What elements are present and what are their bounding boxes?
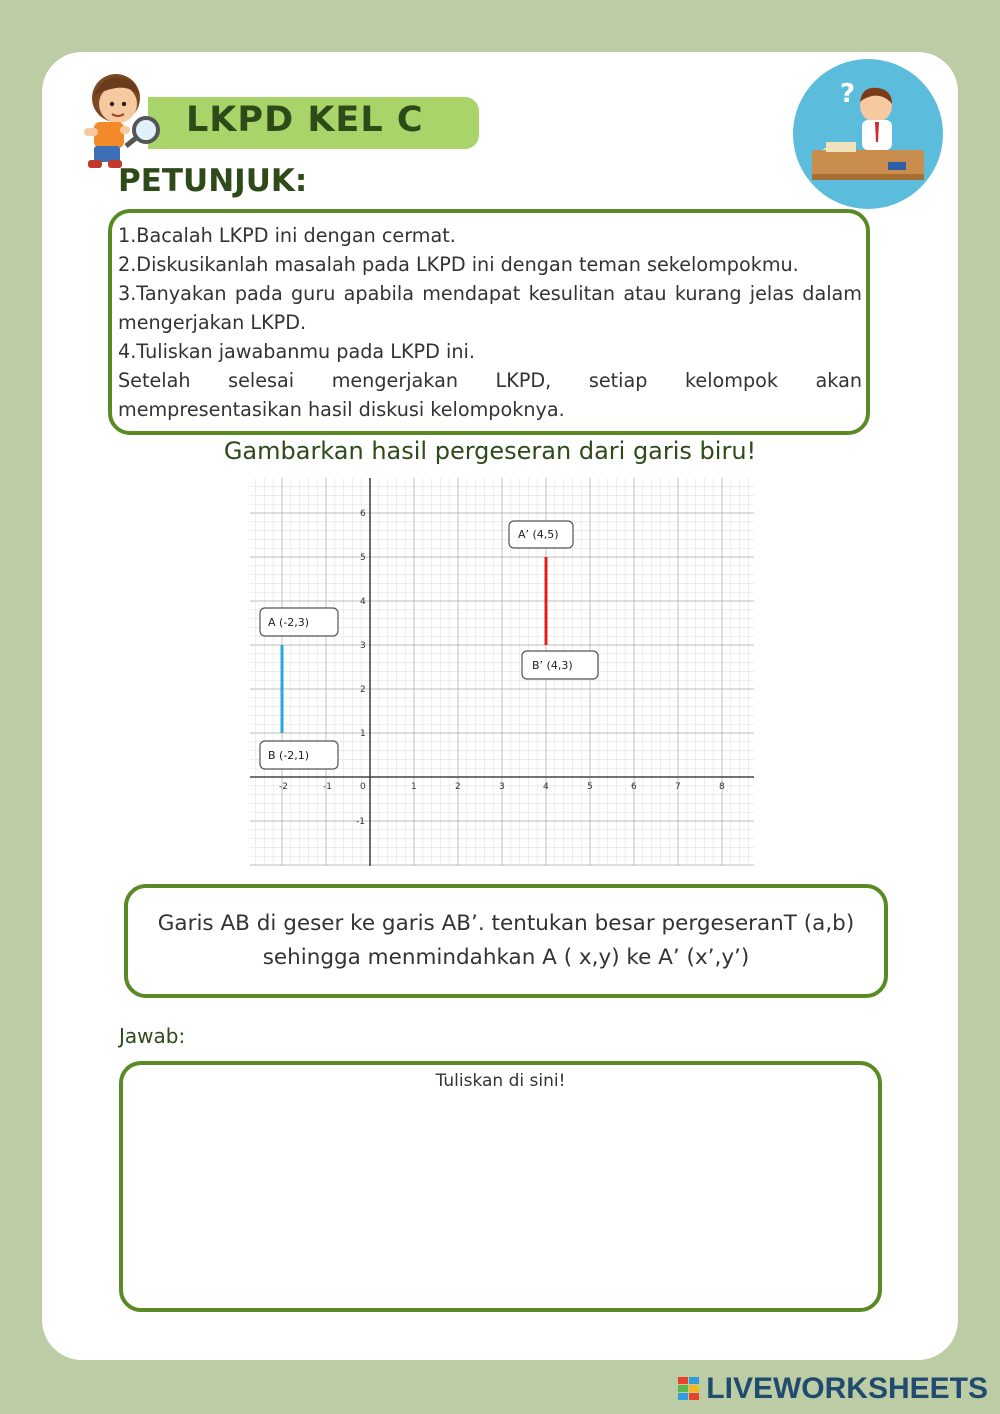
brand-name: LIVEWORKSHEETS — [706, 1372, 988, 1405]
coordinate-graph — [250, 478, 754, 866]
y-tick-label: 1 — [360, 729, 366, 739]
instruction-item: 4.Tuliskan jawabanmu pada LKPD ini. — [118, 340, 475, 363]
worksheet-title: LKPD KEL C — [186, 100, 424, 140]
section-label-petunjuk: PETUNJUK: — [118, 163, 308, 199]
answer-placeholder: Tuliskan di sini! — [435, 1071, 566, 1091]
instruction-item: 3.Tanyakan pada guru apabila mendapat kesulitan atau kurang jelas dalam mengerjakan LKPD. — [118, 282, 862, 334]
y-tick-label: -1 — [356, 817, 365, 827]
x-tick-label: 6 — [631, 782, 637, 792]
x-tick-label: 8 — [719, 782, 725, 792]
task-title: Gambarkan hasil pergeseran dari garis biru! — [223, 437, 757, 465]
grid-major — [250, 478, 754, 866]
liveworksheets-logo-icon — [678, 1377, 700, 1401]
y-tick-label: 6 — [360, 509, 366, 519]
y-tick-label: 4 — [360, 597, 366, 607]
x-tick-label: -2 — [279, 782, 288, 792]
x-tick-label: 7 — [675, 782, 681, 792]
answer-label: Jawab: — [119, 1024, 186, 1048]
x-tick-label: 4 — [543, 782, 549, 792]
instructions-list — [118, 221, 862, 424]
instruction-item: 1.Bacalah LKPD ini dengan cermat. — [118, 224, 456, 247]
svg-text:B (-2,1): B (-2,1) — [268, 749, 310, 762]
boy-thinking-illustration — [792, 58, 944, 210]
x-tick-label: -1 — [323, 782, 332, 792]
y-tick-label: 2 — [360, 685, 366, 695]
label-b-prime — [522, 651, 598, 679]
instruction-item: 2.Diskusikanlah masalah pada LKPD ini dengan teman sekelompokmu. — [118, 253, 799, 276]
y-tick-label: 3 — [360, 641, 366, 651]
x-tick-label: 3 — [499, 782, 505, 792]
question-line: Garis AB di geser ke garis AB’. tentukan besar pergeseranT (a,b) — [157, 911, 855, 936]
svg-text:?: ? — [840, 79, 856, 109]
svg-text:B’ (4,3): B’ (4,3) — [532, 659, 573, 672]
x-tick-labels — [279, 782, 725, 792]
svg-text:A’ (4,5): A’ (4,5) — [518, 528, 559, 541]
x-tick-label: 1 — [411, 782, 417, 792]
liveworksheets-brand[interactable] — [678, 1372, 988, 1406]
x-tick-label: 0 — [360, 782, 366, 792]
x-tick-label: 5 — [587, 782, 593, 792]
label-a — [260, 608, 338, 636]
question-text — [124, 907, 888, 975]
boy-magnifier-illustration — [72, 66, 172, 178]
answer-textbox[interactable] — [119, 1061, 882, 1312]
instruction-item: Setelah selesai mengerjakan LKPD, setiap kelompok akan mempresentasikan hasil diskusi kelompoknya. — [118, 369, 862, 421]
x-tick-label: 2 — [455, 782, 461, 792]
label-a-prime — [509, 521, 573, 548]
question-line: sehingga menmindahkan A ( x,y) ke A’ (x’,y’) — [262, 945, 750, 970]
svg-text:A (-2,3): A (-2,3) — [268, 616, 310, 629]
label-b — [260, 741, 338, 769]
y-tick-label: 5 — [360, 553, 366, 563]
